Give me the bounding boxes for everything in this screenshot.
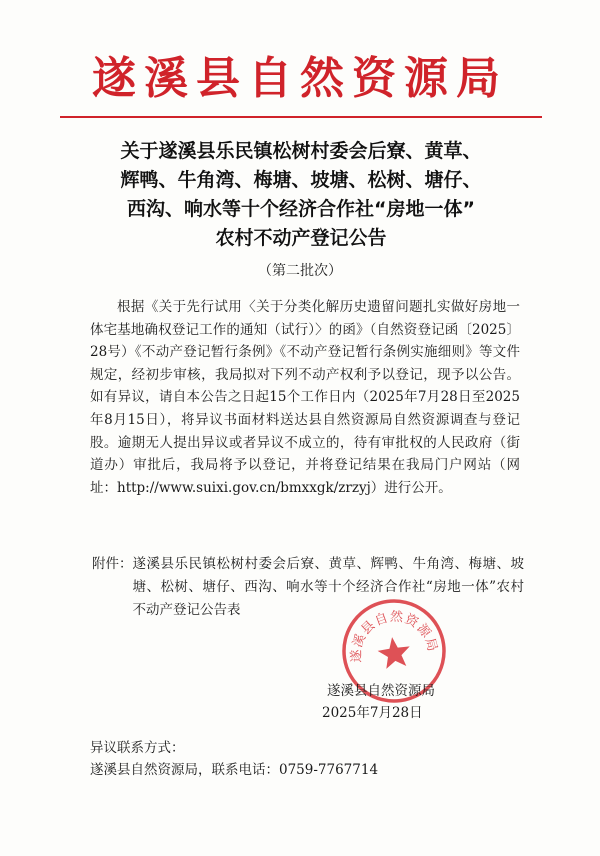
notice-title [60, 137, 542, 253]
attachment-label: 附件： [92, 556, 133, 572]
signer-org: 遂溪县自然资源局 [327, 683, 435, 699]
seal-text: 遂溪县自然资源局 [349, 609, 440, 663]
title-line: 西沟、响水等十个经济合作社“房地一体” [127, 198, 475, 220]
seal-star-icon [376, 635, 412, 670]
letterhead-org: 遂溪县自然资源局 [92, 53, 508, 104]
contact-line: 遂溪县自然资源局，联系电话：0759-7767714 [90, 762, 379, 778]
title-line: 关于遂溪县乐民镇松树村委会后寮、黄草、 [120, 140, 482, 162]
attachment [92, 553, 524, 622]
attachment-text: 遂溪县乐民镇松树村委会后寮、黄草、辉鸭、牛角湾、梅塘、坡塘、松树、塘仔、西沟、响水等十个经济合作社“房地一体”农村不动产登记公告表 [132, 556, 524, 618]
batch-label: （第二批次） [258, 263, 342, 279]
title-line: 辉鸭、牛角湾、梅塘、坡塘、松树、塘仔、 [120, 169, 482, 191]
notice-body [90, 296, 520, 499]
body-paragraph: 根据《关于先行试用〈关于分类化解历史遗留问题扎实做好房地一体宅基地确权登记工作的通知（试行）〉的函》（自然资登记函〔2025〕28号）《不动产登记暂行条例》《不动产登记暂行条例实施细则》等文件规定，经初步审核，我局拟对下列不动产权利予以登记，现予以公告。如有异议，请自本公告之日起15个工作日内（2025年7月28日至2025年8月15日），将异议书面材料送达县自然资源局自然资源调查与登记股。逾期无人提出异议或者异议不成立的，待有审批权的人民政府（街道办）审批后，我局将予以登记，并将登记结果在我局门户网站（网址：http://www.suixi.gov.cn/bmxxgk/zrzyj）进行公开。 [90, 299, 520, 496]
title-line: 农村不动产登记公告 [215, 227, 387, 249]
contact-label: 异议联系方式： [90, 740, 185, 756]
letterhead-divider [60, 116, 542, 118]
contact-info [90, 737, 530, 781]
signature-date: 2025年7月28日 [322, 705, 423, 721]
